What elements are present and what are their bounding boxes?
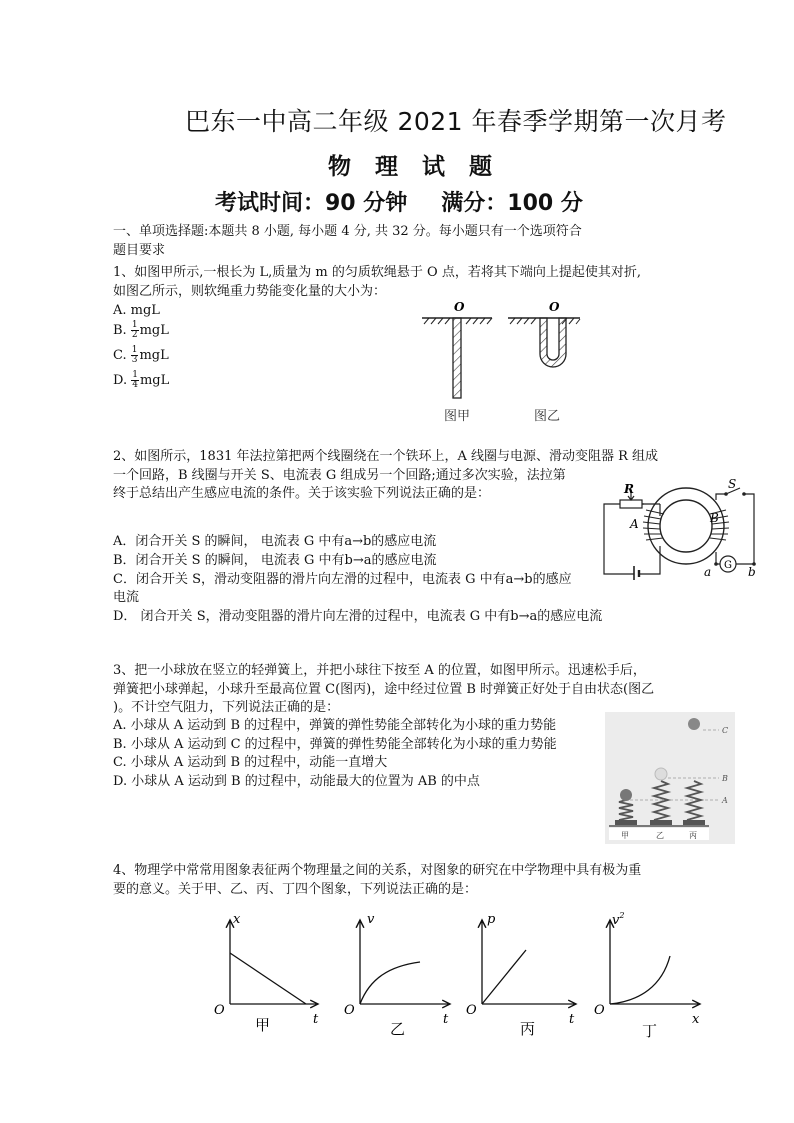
section-heading-line1: 一、单项选择题:本题共 8 小题, 每小题 4 分, 共 32 分。每小题只有一个选项符合 (113, 224, 582, 239)
caption-yi: 图乙 (534, 409, 561, 424)
point-o-yi: O (549, 300, 560, 314)
q2-option-d: D． 闭合开关 S，滑动变阻器的滑片向左滑的过程中，电流表 G 中有b→a的感应电流 (113, 609, 603, 624)
label-coil-b: B (710, 511, 719, 525)
rheostat (620, 500, 642, 508)
rope-straight (453, 318, 461, 398)
q3-option-b: B. 小球从 A 运动到 C 的过程中，弹簧的弹性势能全部转化为小球的重力势能 (113, 737, 557, 752)
q1-option-c (113, 346, 169, 365)
fraction-denominator: 3 (131, 355, 138, 365)
option-text: mgL (139, 323, 169, 338)
q3-option-c: C. 小球从 A 运动到 B 的过程中，动能一直增大 (113, 755, 388, 770)
label-s: S (728, 477, 737, 491)
fraction-numerator: 1 (131, 320, 138, 330)
y-label: v (367, 912, 375, 927)
fraction (131, 371, 139, 390)
y-label: $v^2$ (612, 911, 625, 928)
exam-info (215, 186, 583, 217)
caption: 乙 (390, 1020, 406, 1038)
q2-stem-line2: 一个回路，B 线圈与开关 S、电流表 G 组成另一个回路;通过多次实验，法拉第 (113, 468, 566, 483)
graph-yi (344, 912, 450, 1038)
exam-title: 巴东一中高二年级 2021 年春季学期第一次月考 (185, 107, 727, 136)
point-o-jia: O (454, 300, 465, 314)
label-coil-a: A (630, 517, 639, 531)
terminal-a (714, 562, 718, 566)
full-score: 满分：100 分 (441, 191, 583, 216)
q1-option-b (113, 321, 169, 340)
origin-label: O (466, 1003, 477, 1018)
origin-label: O (594, 1003, 605, 1018)
x-label: t (443, 1012, 449, 1027)
data-line (482, 950, 526, 1004)
q3-stem-line3: )。不计空气阻力，下列说法正确的是： (113, 700, 340, 715)
circuit-wire-left (604, 504, 644, 574)
q2-option-b: B．闭合开关 S 的瞬间， 电流表 G 中有b→a的感应电流 (113, 553, 437, 568)
caption: 丙 (520, 1020, 536, 1038)
exam-time: 考试时间：90 分钟 (215, 191, 408, 216)
fraction-denominator: 2 (131, 330, 138, 340)
x-label: x (692, 1012, 700, 1027)
option-letter: C. (113, 348, 131, 363)
switch-terminal-right (742, 492, 746, 496)
section-heading-line2: 题目要求 (113, 243, 166, 258)
option-letter: D. (113, 373, 132, 388)
x-label: t (313, 1012, 319, 1027)
y-label: x (233, 912, 241, 927)
q3-spring-figure (605, 712, 735, 844)
graph-ding (594, 911, 700, 1040)
origin-label: O (344, 1003, 355, 1018)
graph-jia (214, 912, 319, 1034)
caption-jia: 甲 (621, 831, 629, 840)
label-a: A (722, 796, 728, 805)
q2-option-c-line1: C．闭合开关 S，滑动变阻器的滑片向左滑的过程中，电流表 G 中有a→b的感应 (113, 572, 572, 587)
origin-label: O (214, 1003, 225, 1018)
q2-option-c-line2: 电流 (113, 590, 140, 605)
label-r: R (624, 482, 634, 496)
caption-bing: 丙 (689, 831, 697, 840)
label-c: C (722, 726, 729, 735)
caption: 丁 (642, 1022, 658, 1040)
fraction-numerator: 1 (131, 345, 138, 355)
q2-option-a: A．闭合开关 S 的瞬间， 电流表 G 中有a→b的感应电流 (113, 534, 437, 549)
q1-option-a: A. mgL (113, 303, 160, 318)
option-text: mgL (139, 373, 170, 388)
fraction-numerator: 1 (132, 370, 138, 380)
q4-stem-line1: 4、物理学中常常用图象表征两个物理量之间的关系，对图象的研究在中学物理中具有极为重 (113, 863, 642, 878)
label-b: B (722, 774, 728, 783)
q1-rope-figure (418, 296, 588, 426)
label-g: G (724, 560, 732, 571)
iron-ring-inner (660, 500, 712, 552)
q1-stem-line2: 如图乙所示，则软绳重力势能变化量的大小为： (113, 284, 387, 299)
option-letter: B. (113, 323, 131, 338)
fraction (131, 346, 139, 365)
option-text: mgL (139, 348, 169, 363)
q2-stem-line3: 终于总结出产生感应电流的条件。关于该实验下列说法正确的是： (113, 486, 491, 501)
data-curve (610, 956, 670, 1004)
fraction-denominator: 4 (132, 380, 138, 390)
q1-option-d (113, 371, 169, 390)
caption-jia: 图甲 (444, 409, 471, 424)
wire-right (736, 494, 754, 564)
fraction (131, 321, 139, 340)
data-line (230, 953, 306, 1004)
label-a: a (704, 565, 712, 579)
q2-faraday-figure (598, 476, 770, 580)
caption: 甲 (255, 1016, 271, 1034)
q3-option-a: A. 小球从 A 运动到 B 的过程中，弹簧的弹性势能全部转化为小球的重力势能 (113, 718, 557, 733)
wire-coil-b-bottom (716, 552, 720, 564)
q3-stem-line2: 弹簧把小球弹起，小球升至最高位置 C(图丙)，途中经过位置 B 时弹簧正好处于自由状态(图乙 (113, 682, 655, 697)
q2-stem-line1: 2、如图所示，1831 年法拉第把两个线圈绕在一个铁环上，A 线圈与电源、滑动变阻器 R 组成 (113, 449, 659, 464)
caption-yi: 乙 (656, 831, 664, 840)
y-label: p (487, 912, 496, 927)
q3-stem-line1: 3、把一小球放在竖立的轻弹簧上，并把小球往下按至 A 的位置，如图甲所示。迅速松手后， (113, 663, 646, 678)
switch-terminal-left (724, 492, 728, 496)
x-label: t (569, 1012, 575, 1027)
subject-title: 物 理 试 题 (328, 154, 501, 180)
data-curve (360, 962, 420, 1004)
coil-a (643, 510, 664, 540)
rope-folded (540, 318, 566, 367)
graph-bing (466, 912, 576, 1038)
q3-option-d: D. 小球从 A 运动到 B 的过程中，动能最大的位置为 AB 的中点 (113, 774, 480, 789)
q4-graphs (200, 906, 710, 1044)
label-b: b (748, 565, 756, 579)
q4-stem-line2: 要的意义。关于甲、乙、丙、丁四个图象，下列说法正确的是： (113, 882, 478, 897)
q1-stem-line1: 1、如图甲所示,一根长为 L,质量为 m 的匀质软绳悬于 O 点，若将其下端向上提起使其对折, (113, 265, 641, 280)
